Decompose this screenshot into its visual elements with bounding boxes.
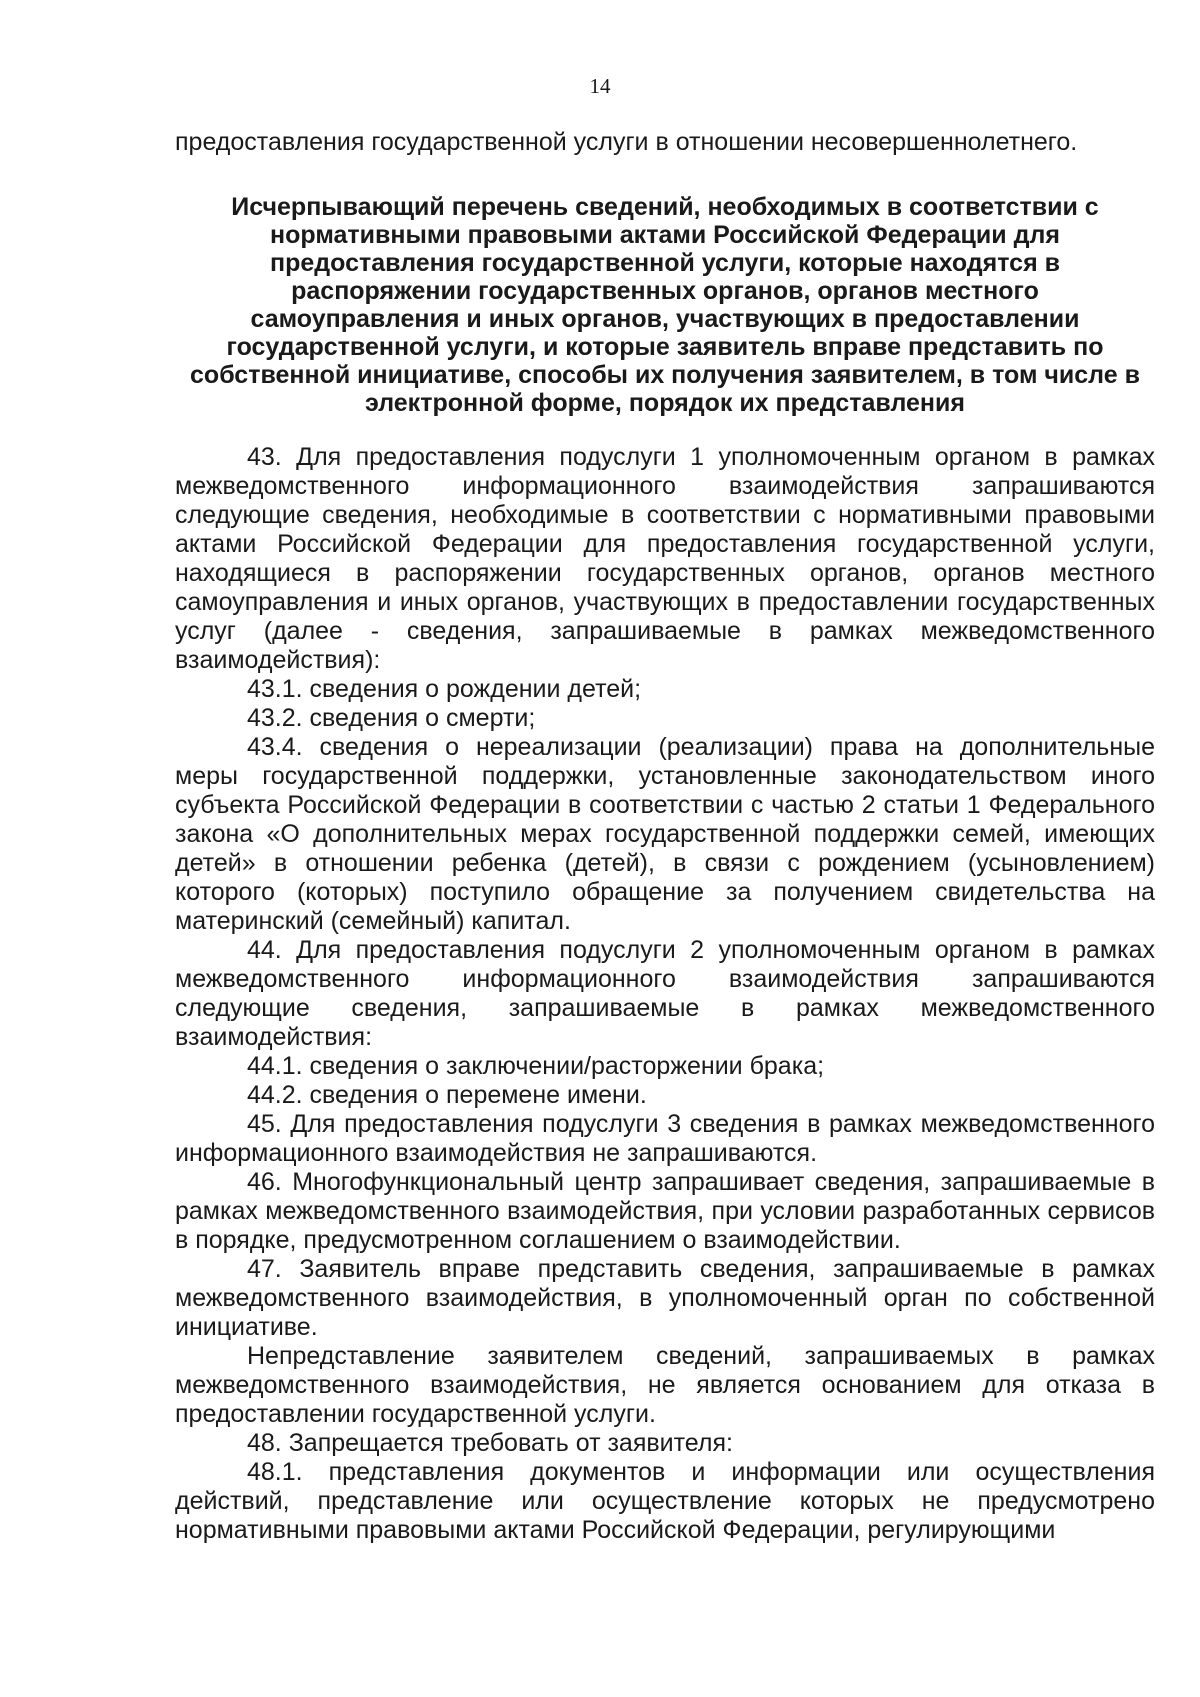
section-heading: Исчерпывающий перечень сведений, необходимых в соответствии с нормативными правовыми актами Российской Федерации для предоставления государственной услуги, которые находятся в распоряжении государственных органов, органов местного самоуправления и иных органов, участвующих в предоставлении государственной услуги, и которые заявитель вправе представить по собственной инициативе, способы их получения заявителем, в том числе в электронной форме, порядок их представления [190, 193, 1140, 417]
paragraph-47-note: Непредставление заявителем сведений, запрашиваемых в рамках межведомственного взаимодействия, не является основанием для отказа в предоставлении государственной услуги. [175, 1342, 1155, 1428]
paragraph-44: 44. Для предоставления подуслуги 2 уполномоченным органом в рамках межведомственного информационного взаимодействия запрашиваются следующие сведения, запрашиваемые в рамках межведомственного взаимодействия: [175, 936, 1155, 1051]
continuation-text: предоставления государственной услуги в отношении несовершеннолетнего. [175, 128, 1078, 156]
paragraph-45: 45. Для предоставления подуслуги 3 сведения в рамках межведомственного информационного взаимодействия не запрашиваются. [175, 1110, 1155, 1167]
paragraph-44-2: 44.2. сведения о перемене имени. [247, 1081, 647, 1109]
paragraph-43: 43. Для предоставления подуслуги 1 уполномоченным органом в рамках межведомственного информационного взаимодействия запрашиваются следующие сведения, необходимые в соответствии с нормативными правовыми актами Российской Федерации для предоставления государственной услуги, находящиеся в распоряжении государственных органов, органов местного самоуправления и иных органов, участвующих в предоставлении государственных услуг (далее - сведения, запрашиваемые в рамках межведомственного взаимодействия): [175, 443, 1155, 674]
paragraph-44-1: 44.1. сведения о заключении/расторжении брака; [247, 1052, 825, 1080]
document-body [175, 128, 1155, 1545]
page-number: 14 [589, 74, 611, 98]
paragraph-43-1: 43.1. сведения о рождении детей; [247, 675, 642, 703]
paragraph-48: 48. Запрещается требовать от заявителя: [247, 1429, 733, 1457]
paragraph-43-4: 43.4. сведения о нереализации (реализации) права на дополнительные меры государственной поддержки, установленные законодательством иного субъекта Российской Федерации в соответствии с частью 2 статьи 1 Федерального закона «О дополнительных мерах государственной поддержки семей, имеющих детей» в отношении ребенка (детей), в связи с рождением (усыновлением) которого (которых) поступило обращение за получением свидетельства на материнский (семейный) капитал. [175, 733, 1155, 935]
paragraph-46: 46. Многофункциональный центр запрашивает сведения, запрашиваемые в рамках межведомственного взаимодействия, при условии разработанных сервисов в порядке, предусмотренном соглашением о взаимодействии. [175, 1168, 1155, 1254]
paragraph-48-1: 48.1. представления документов и информации или осуществления действий, представление или осуществление которых не предусмотрено нормативными правовыми актами Российской Федерации, регулирующими [175, 1458, 1155, 1544]
paragraph-47: 47. Заявитель вправе представить сведения, запрашиваемые в рамках межведомственного взаимодействия, в уполномоченный орган по собственной инициативе. [175, 1255, 1155, 1341]
paragraph-43-2: 43.2. сведения о смерти; [247, 704, 536, 732]
